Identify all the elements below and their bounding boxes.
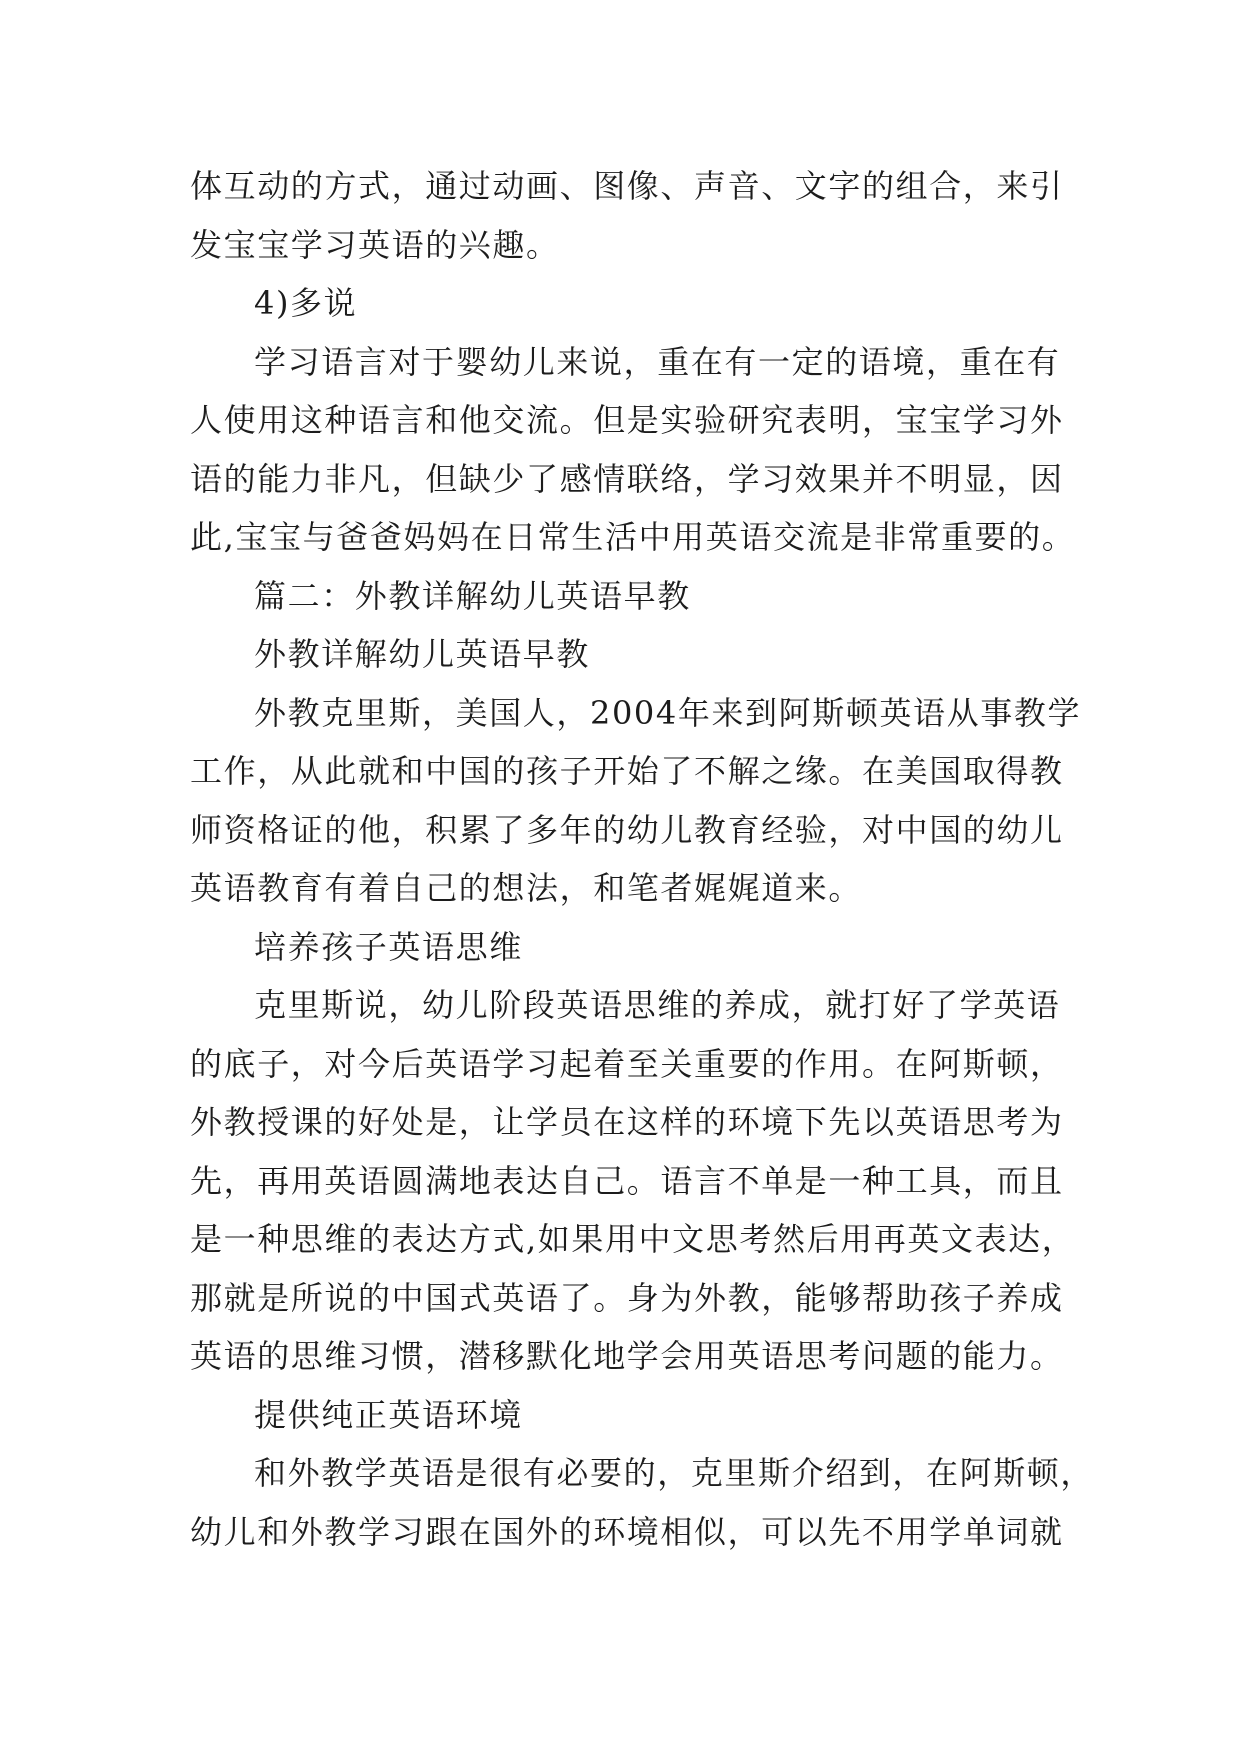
text-line: 学习语言对于婴幼儿来说，重在有一定的语境，重在有 bbox=[254, 342, 1061, 381]
article-title: 外教详解幼儿英语早教 bbox=[254, 635, 591, 673]
text-line: 幼儿和外教学习跟在国外的环境相似，可以先不用学单词就 bbox=[190, 1512, 1064, 1551]
text-line: 外教授课的好处是，让学员在这样的环境下先以英语思考为 bbox=[190, 1103, 1064, 1141]
text-line: 语的能力非凡，但缺少了感情联络，学习效果并不明显，因 bbox=[190, 459, 1064, 498]
text-line: 体互动的方式，通过动画、图像、声音、文字的组合，来引 bbox=[190, 167, 1064, 205]
section-heading: 培养孩子英语思维 bbox=[254, 927, 523, 966]
text-line: 工作，从此就和中国的孩子开始了不解之缘。在美国取得教 bbox=[190, 752, 1064, 790]
text-line: 人使用这种语言和他交流。但是实验研究表明，宝宝学习外 bbox=[190, 401, 1064, 439]
body-text bbox=[190, 157, 1095, 1561]
text-line: 克里斯说，幼儿阶段英语思维的养成，就打好了学英语 bbox=[254, 986, 1061, 1024]
text-line: 师资格证的他，积累了多年的幼儿教育经验，对中国的幼儿 bbox=[190, 810, 1064, 849]
section-heading: 4)多说 bbox=[254, 284, 358, 322]
text-line: 那就是所说的中国式英语了。身为外教，能够帮助孩子养成 bbox=[190, 1278, 1064, 1317]
text-line: 发宝宝学习英语的兴趣。 bbox=[190, 225, 560, 264]
text-line: 此,宝宝与爸爸妈妈在日常生活中用英语交流是非常重要的。 bbox=[190, 518, 1076, 556]
text-line: 英语教育有着自己的想法，和笔者娓娓道来。 bbox=[190, 869, 863, 907]
text-line: 英语的思维习惯，潜移默化地学会用英语思考问题的能力。 bbox=[190, 1337, 1064, 1375]
text-line: 是一种思维的表达方式,如果用中文思考然后用再英文表达， bbox=[190, 1220, 1076, 1258]
text-line: 和外教学英语是很有必要的，克里斯介绍到，在阿斯顿， bbox=[254, 1454, 1095, 1492]
text-line: 外教克里斯，美国人，2004年来到阿斯顿英语从事教学 bbox=[254, 693, 1082, 732]
chapter-heading: 篇二：外教详解幼儿英语早教 bbox=[254, 576, 691, 615]
section-heading: 提供纯正英语环境 bbox=[254, 1395, 523, 1434]
text-line: 先，再用英语圆满地表达自己。语言不单是一种工具，而且 bbox=[190, 1161, 1064, 1200]
text-line: 的底子，对今后英语学习起着至关重要的作用。在阿斯顿， bbox=[190, 1044, 1064, 1083]
